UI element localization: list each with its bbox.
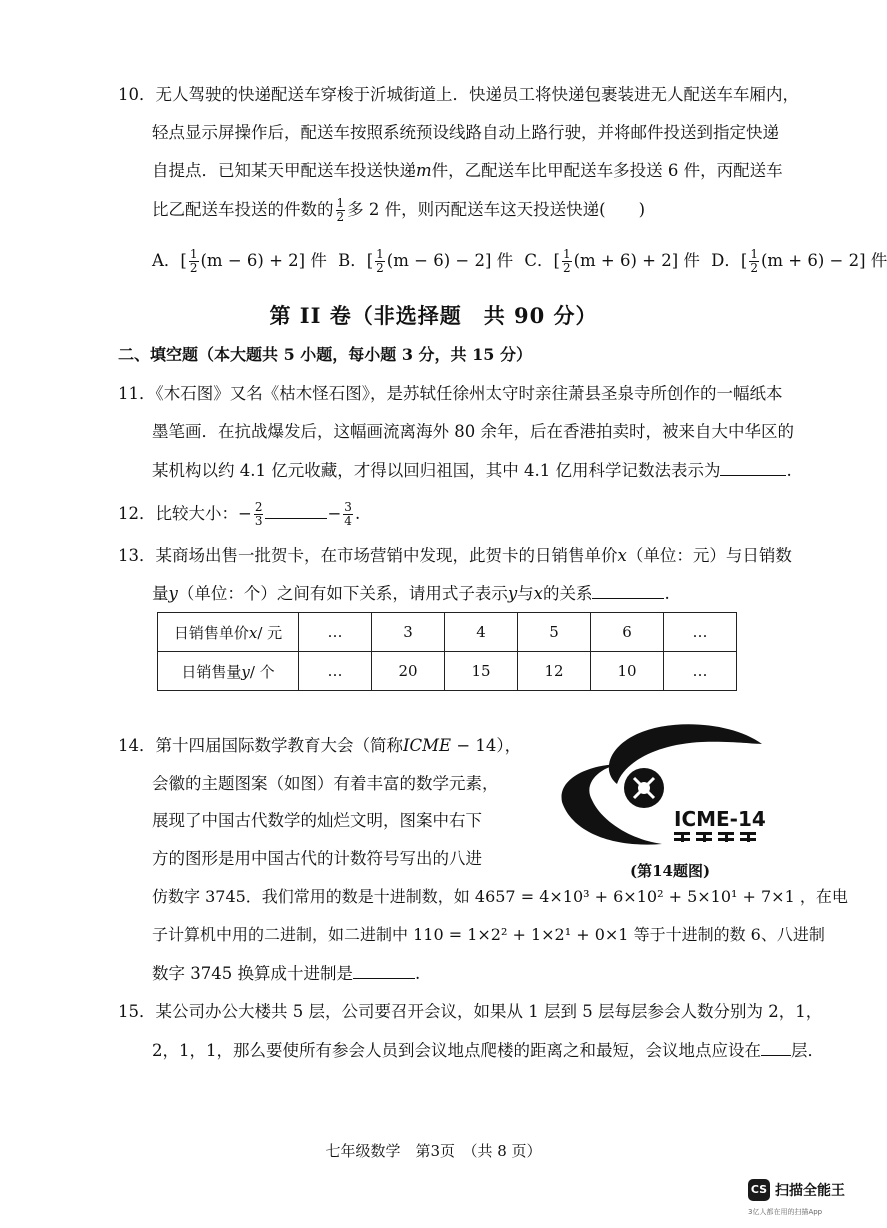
price-sales-table [157,612,737,691]
table-cell: 3 [372,613,445,652]
table-cell: 5 [518,613,591,652]
table-header-price: 日销售单价x/ 元 [158,613,299,652]
q12-answer-blank[interactable] [265,502,327,519]
figure-14-caption: (第14题图) [630,862,711,880]
table-header-quantity: 日销售量y/ 个 [158,652,299,691]
fraction-two-thirds: $\frac{2}{3}$ [254,500,263,528]
table-cell: 6 [591,613,664,652]
q10-options [152,248,887,275]
q12-line: 12．比较大小：− $\frac{2}{3}$ − $\frac{3}{4}$ . [118,500,361,528]
fraction-three-quarters: $\frac{3}{4}$ [344,500,352,528]
page-footer: 七年级数学 第3页 （共 8 页） [325,1142,542,1160]
camscanner-logo-icon: CS [748,1179,770,1201]
icme-14-logo-image [562,722,794,850]
option-d: D．[ $\frac{1}{2}$ (m + 6) − 2] 件 [711,247,887,275]
q14-line-4: 方的图形是用中国古代的计数符号写出的八进 [152,849,482,868]
part-2-title: 第 II 卷（非选择题 共 90 分） [269,303,598,328]
q14-line-5: 仿数字 3745．我们常用的数是十进制数，如 4657 = 4×10³ + 6×10² + 5×10¹ + 7×1 ，在电 [152,887,848,906]
table-cell: … [299,613,372,652]
q13-line-2: 量y（单位：个）之间有如下关系，请用式子表示y与x的关系 . [152,584,670,603]
camscanner-name: 扫描全能王 [775,1183,845,1199]
q10-line-4: 比乙配送车投送的件数的 $\frac{1}{2}$ 多 2 件，则丙配送车这天投送快递( ) [152,196,646,224]
q14-line-1: 14．第十四届国际数学教育大会（简称ICME − 14）， [118,736,522,755]
logo-text: ICME-14 [674,807,766,831]
table-row [158,652,737,691]
q14-line-7: 数字 3745 换算成十进制是 . [152,964,421,983]
q14-line-3: 展现了中国古代数学的灿烂文明，图案中右下 [152,811,482,830]
table-cell: 10 [591,652,664,691]
q11-answer-blank[interactable] [720,459,786,476]
q10-line-1: 10．无人驾驶的快递配送车穿梭于沂城街道上．快递员工将快递包裹装进无人配送车车厢内， [118,85,799,104]
q13-line-1: 13．某商场出售一批贺卡，在市场营销中发现，此贺卡的日销售单价x（单位：元）与日销数 [118,546,792,565]
q10-line-2: 轻点显示屏操作后，配送车按照系统预设线路自动上路行驶，并将邮件投送到指定快递 [152,123,779,142]
q14-answer-blank[interactable] [353,962,415,979]
section-heading-fill-in: 二、填空题（本大题共 5 小题，每小题 3 分，共 15 分） [118,345,532,364]
table-cell: 20 [372,652,445,691]
q14-line-2: 会徽的主题图案（如图）有着丰富的数学元素， [152,774,499,793]
q15-answer-blank[interactable] [761,1039,791,1056]
option-b: B．[ $\frac{1}{2}$ (m − 6) − 2] 件 [338,247,514,275]
table-cell: 12 [518,652,591,691]
option-c: C．[ $\frac{1}{2}$ (m + 6) + 2] 件 [524,247,700,275]
fraction-half: $\frac{1}{2}$ [336,196,345,224]
counting-rod-numerals [674,832,756,842]
table-cell: … [664,652,737,691]
camscanner-watermark [748,1177,860,1221]
q14-line-6: 子计算机中用的二进制，如二进制中 110 = 1×2² + 1×2¹ + 0×1 等于十进制的数 6、八进制 [152,925,825,944]
table-cell: 15 [445,652,518,691]
q15-line-2: 2，1，1，那么要使所有参会人员到会议地点爬楼的距离之和最短，会议地点应设在 层． [152,1041,824,1060]
table-row [158,613,737,652]
q11-line-2: 墨笔画．在抗战爆发后，这幅画流离海外 80 余年，后在香港拍卖时，被来自大中华区的 [152,422,794,441]
table-cell: 4 [445,613,518,652]
q11-line-1: 11．《木石图》又名《枯木怪石图》，是苏轼任徐州太守时亲往萧县圣泉寺所创作的一幅纸本 [118,384,783,403]
q10-line-3: 自提点．已知某天甲配送车投送快递m件，乙配送车比甲配送车多投送 6 件，丙配送车 [152,161,783,180]
q11-line-3: 某机构以约 4.1 亿元收藏，才得以回归祖国，其中 4.1 亿用科学记数法表示为 . [152,461,792,480]
option-a: A．[ $\frac{1}{2}$ (m − 6) + 2] 件 [152,247,327,275]
camscanner-tagline: 3亿人都在用的扫描App [748,1208,823,1216]
table-cell: … [299,652,372,691]
table-cell: … [664,613,737,652]
q13-answer-blank[interactable] [592,582,664,599]
q15-line-1: 15．某公司办公大楼共 5 层，公司要召开会议，如果从 1 层到 5 层每层参会人数分别为 2，1， [118,1002,823,1021]
